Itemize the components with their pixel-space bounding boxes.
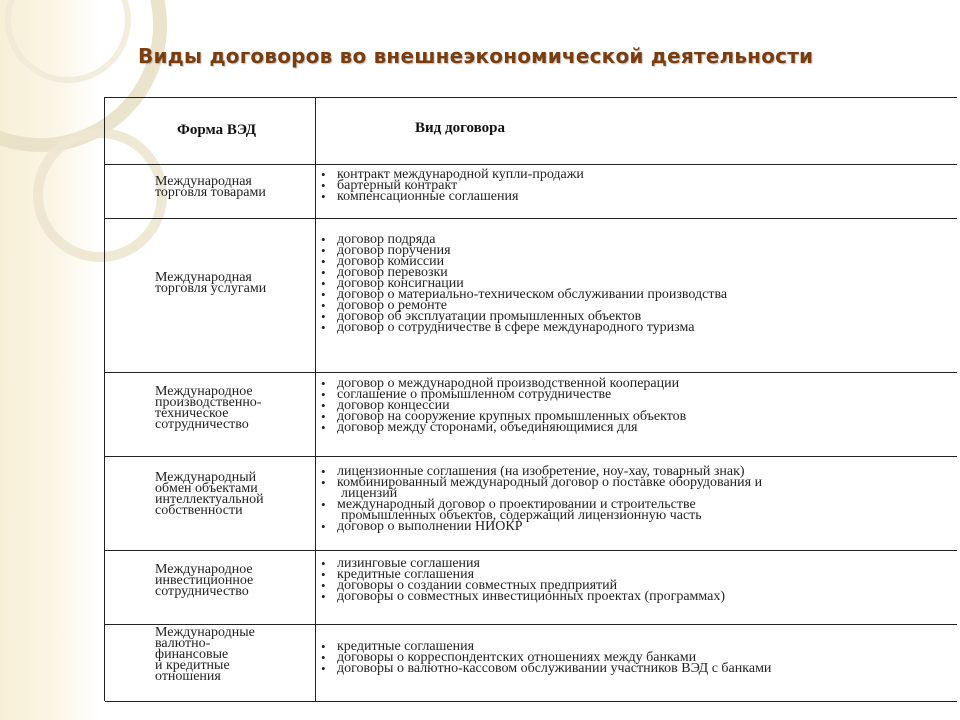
contract-item xyxy=(315,591,955,602)
contract-item-text: • соглашение о промышленном сотрудничестве xyxy=(337,387,612,402)
form-ved-line: техническое xyxy=(155,406,229,421)
contract-list xyxy=(315,466,955,532)
table-row xyxy=(105,456,957,551)
contract-list xyxy=(315,558,955,602)
form-ved-line: торговля товарами xyxy=(155,185,266,200)
contract-item-text: • договор о ремонте xyxy=(337,298,447,313)
form-ved-cell xyxy=(155,472,305,516)
contract-item-text: • договор поручения xyxy=(337,243,451,258)
form-ved-line: валютно- xyxy=(155,636,211,651)
contract-item-text: • комбинированный международный договор о поставке оборудования и xyxy=(337,475,763,490)
form-ved-line: торговля услугами xyxy=(155,281,267,296)
contract-item xyxy=(315,322,955,333)
contract-item-text: • договор концессии xyxy=(337,398,450,413)
form-ved-line: сотрудничество xyxy=(155,417,249,432)
contract-item-text: • договор консигнации xyxy=(337,276,464,291)
form-ved-line: и кредитные xyxy=(155,658,230,673)
slide-title: Виды договоров во внешнеэкономической деятельности xyxy=(138,44,814,68)
form-ved-line: финансовые xyxy=(155,647,229,662)
form-ved-line: Международная xyxy=(155,270,252,285)
form-ved-cell xyxy=(155,272,305,294)
form-ved-line: обмен объектами xyxy=(155,481,258,496)
contract-item-text: • договор о сотрудничестве в сфере международного туризма xyxy=(337,320,695,335)
contract-item-text: • договоры о валютно-кассовом обслуживании участников ВЭД с банками xyxy=(337,661,772,676)
form-ved-cell xyxy=(155,564,305,597)
contract-item-text: • кредитные соглашения xyxy=(337,639,475,654)
table-header-row xyxy=(105,98,957,165)
contract-item-text: • кредитные соглашения xyxy=(337,567,475,582)
contract-item-text: • лизинговые соглашения xyxy=(337,556,480,571)
form-ved-line: интеллектуальной xyxy=(155,492,264,507)
form-ved-cell xyxy=(155,386,305,430)
table-row xyxy=(105,164,957,219)
contract-item-text: • лицензионные соглашения (на изобретение, ноу-хау, товарный знак) xyxy=(337,464,745,479)
contract-item-text: • договоры о создании совместных предприятий xyxy=(337,578,618,593)
contract-item xyxy=(315,477,955,499)
contract-item-text: • договоры о совместных инвестиционных проектах (программах) xyxy=(337,589,726,604)
form-ved-cell xyxy=(155,176,305,198)
contract-item xyxy=(315,422,955,433)
contract-list xyxy=(315,234,955,333)
contract-item xyxy=(315,191,955,202)
contract-item-text: • договор между сторонами, объединяющимися для xyxy=(337,420,638,435)
form-ved-line: производственно- xyxy=(155,395,262,410)
form-ved-cell xyxy=(155,627,305,682)
contract-item-text: промышленных объектов, содержащий лицензионную часть xyxy=(341,508,702,523)
contract-list xyxy=(315,378,955,433)
contract-item xyxy=(315,499,955,521)
contract-item-text: • контракт международной купли-продажи xyxy=(337,167,584,182)
form-ved-line: Международный xyxy=(155,470,257,485)
contract-item xyxy=(315,663,955,674)
contract-item-text: • договор о выполнении НИОКР xyxy=(337,519,523,534)
contract-item-text: • бартерный контракт xyxy=(337,178,458,193)
contract-item xyxy=(315,521,955,532)
form-ved-line: собственности xyxy=(155,503,243,518)
contract-item-text: • договор подряда xyxy=(337,232,436,247)
contract-item-text: • договор комиссии xyxy=(337,254,445,269)
contract-item-text: • договоры о корреспондентских отношениях между банками xyxy=(337,650,697,665)
header-contract-type: Вид договора xyxy=(415,120,505,136)
header-form-ved: Форма ВЭД xyxy=(177,122,257,138)
contract-item-text: • договор об эксплуатации промышленных объектов xyxy=(337,309,642,324)
form-ved-line: сотрудничество xyxy=(155,584,249,599)
contract-item-text: • компенсационные соглашения xyxy=(337,189,519,204)
form-ved-line: отношения xyxy=(155,669,221,684)
form-ved-line: Международное xyxy=(155,562,253,577)
table-row xyxy=(105,372,957,457)
table-row xyxy=(105,550,957,625)
contract-item-text: • договор на сооружение крупных промышленных объектов xyxy=(337,409,687,424)
contract-item-text: • договор о международной производственной кооперации xyxy=(337,376,680,391)
form-ved-line: инвестиционное xyxy=(155,573,254,588)
table-row xyxy=(105,218,957,373)
form-ved-line: Международное xyxy=(155,384,253,399)
contract-item-text: лицензий xyxy=(341,486,398,501)
contract-item-text: • договор о материально-техническом обслуживании производства xyxy=(337,287,728,302)
contract-list xyxy=(315,169,955,202)
form-ved-line: Международные xyxy=(155,625,255,640)
table-row xyxy=(105,624,957,702)
decor-circle-small xyxy=(8,0,128,80)
form-ved-line: Международная xyxy=(155,174,252,189)
contract-list xyxy=(315,641,955,674)
contracts-table xyxy=(104,97,957,701)
contract-item-text: • договор перевозки xyxy=(337,265,448,280)
contract-item-text: • международный договор о проектировании и строительстве xyxy=(337,497,696,512)
